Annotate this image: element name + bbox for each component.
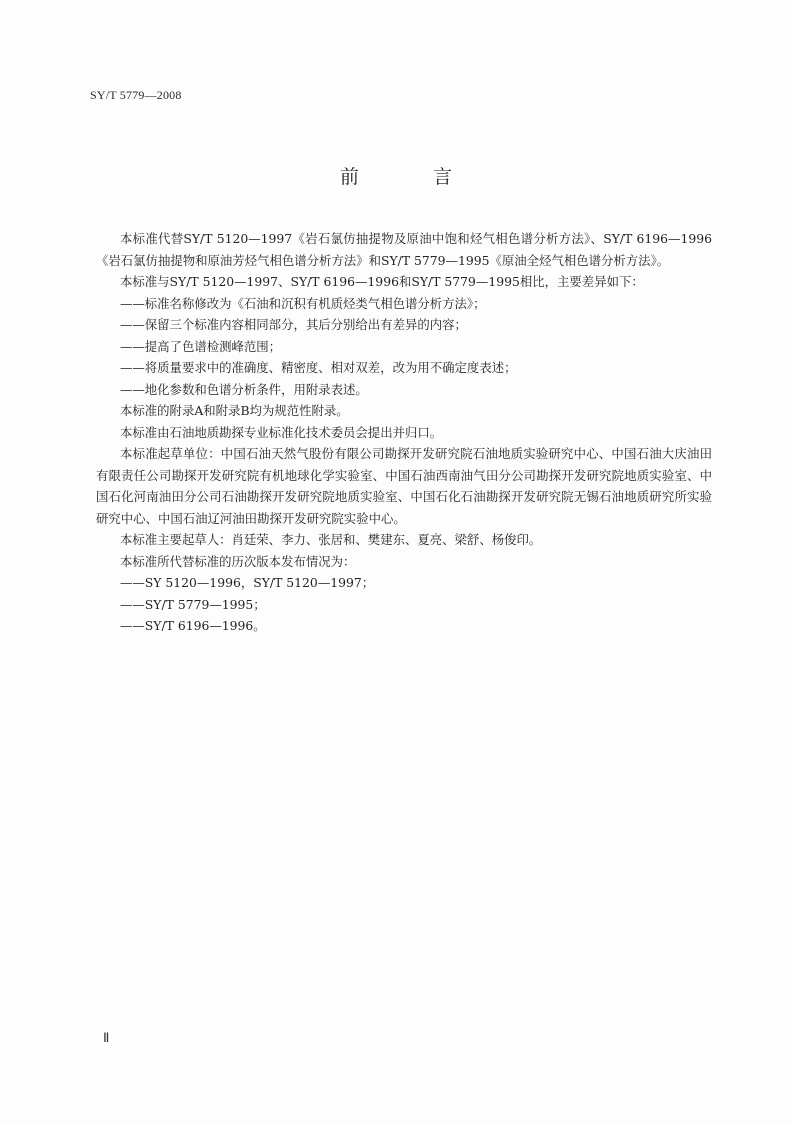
history-item: ——SY 5120—1996，SY/T 5120—1997； [120,575,375,590]
preface-title: 前 言 [339,166,487,188]
paragraph-differences-intro: 本标准与SY/T 5120—1997、SY/T 6196—1996和SY/T 5779—1995相比，主要差异如下： [120,274,644,289]
difference-item: ——标准名称修改为《石油和沉积有机质烃类气相色谱分析方法》； [120,295,486,311]
history-item: ——SY/T 5779—1995； [120,596,266,612]
difference-item: ——提高了色谱检测峰范围； [120,338,282,354]
preface-body [96,228,712,637]
difference-item: ——地化参数和色谱分析条件，用附录表述。 [120,381,368,397]
document-code: SY/T 5779—2008 [90,88,182,102]
paragraph-drafters: 本标准主要起草人：肖廷荣、李力、张居和、樊建东、夏亮、梁舒、杨俊印。 [120,532,542,547]
page-number: Ⅱ [103,1030,110,1045]
paragraph-proposer: 本标准由石油地质勘探专业标准化技术委员会提出并归口。 [120,424,443,440]
difference-item: ——保留三个标准内容相同部分，其后分别给出有差异的内容； [120,317,467,332]
paragraph-appendix: 本标准的附录A和附录B均为规范性附录。 [120,403,349,418]
paragraph-replacement: 本标准代替SY/T 5120—1997《岩石氯仿抽提物及原油中饱和烃气相色谱分析方法》、SY/T 6196—1996《岩石氯仿抽提物和原油芳烃气相色谱分析方法》和SY/T 5779—1995《原油全烃气相色谱分析方法》。 [96,231,712,268]
history-item: ——SY/T 6196—1996。 [120,618,266,633]
difference-item: ——将质量要求中的准确度、精密度、相对双差，改为用不确定度表述； [120,360,517,375]
paragraph-drafting-units: 本标准起草单位：中国石油天然气股份有限公司勘探开发研究院石油地质实验研究中心、中国石油大庆油田有限责任公司勘探开发研究院有机地球化学实验室、中国石油西南油气田分公司勘探开发研究院地质实验室、中国石化河南油田分公司石油勘探开发研究院地质实验室、中国石化石油勘探开发研究院无锡石油地质研究所实验研究中心、中国石油辽河油田勘探开发研究院实验中心。 [96,446,712,526]
paragraph-history-intro: 本标准所代替标准的历次版本发布情况为： [120,553,356,569]
